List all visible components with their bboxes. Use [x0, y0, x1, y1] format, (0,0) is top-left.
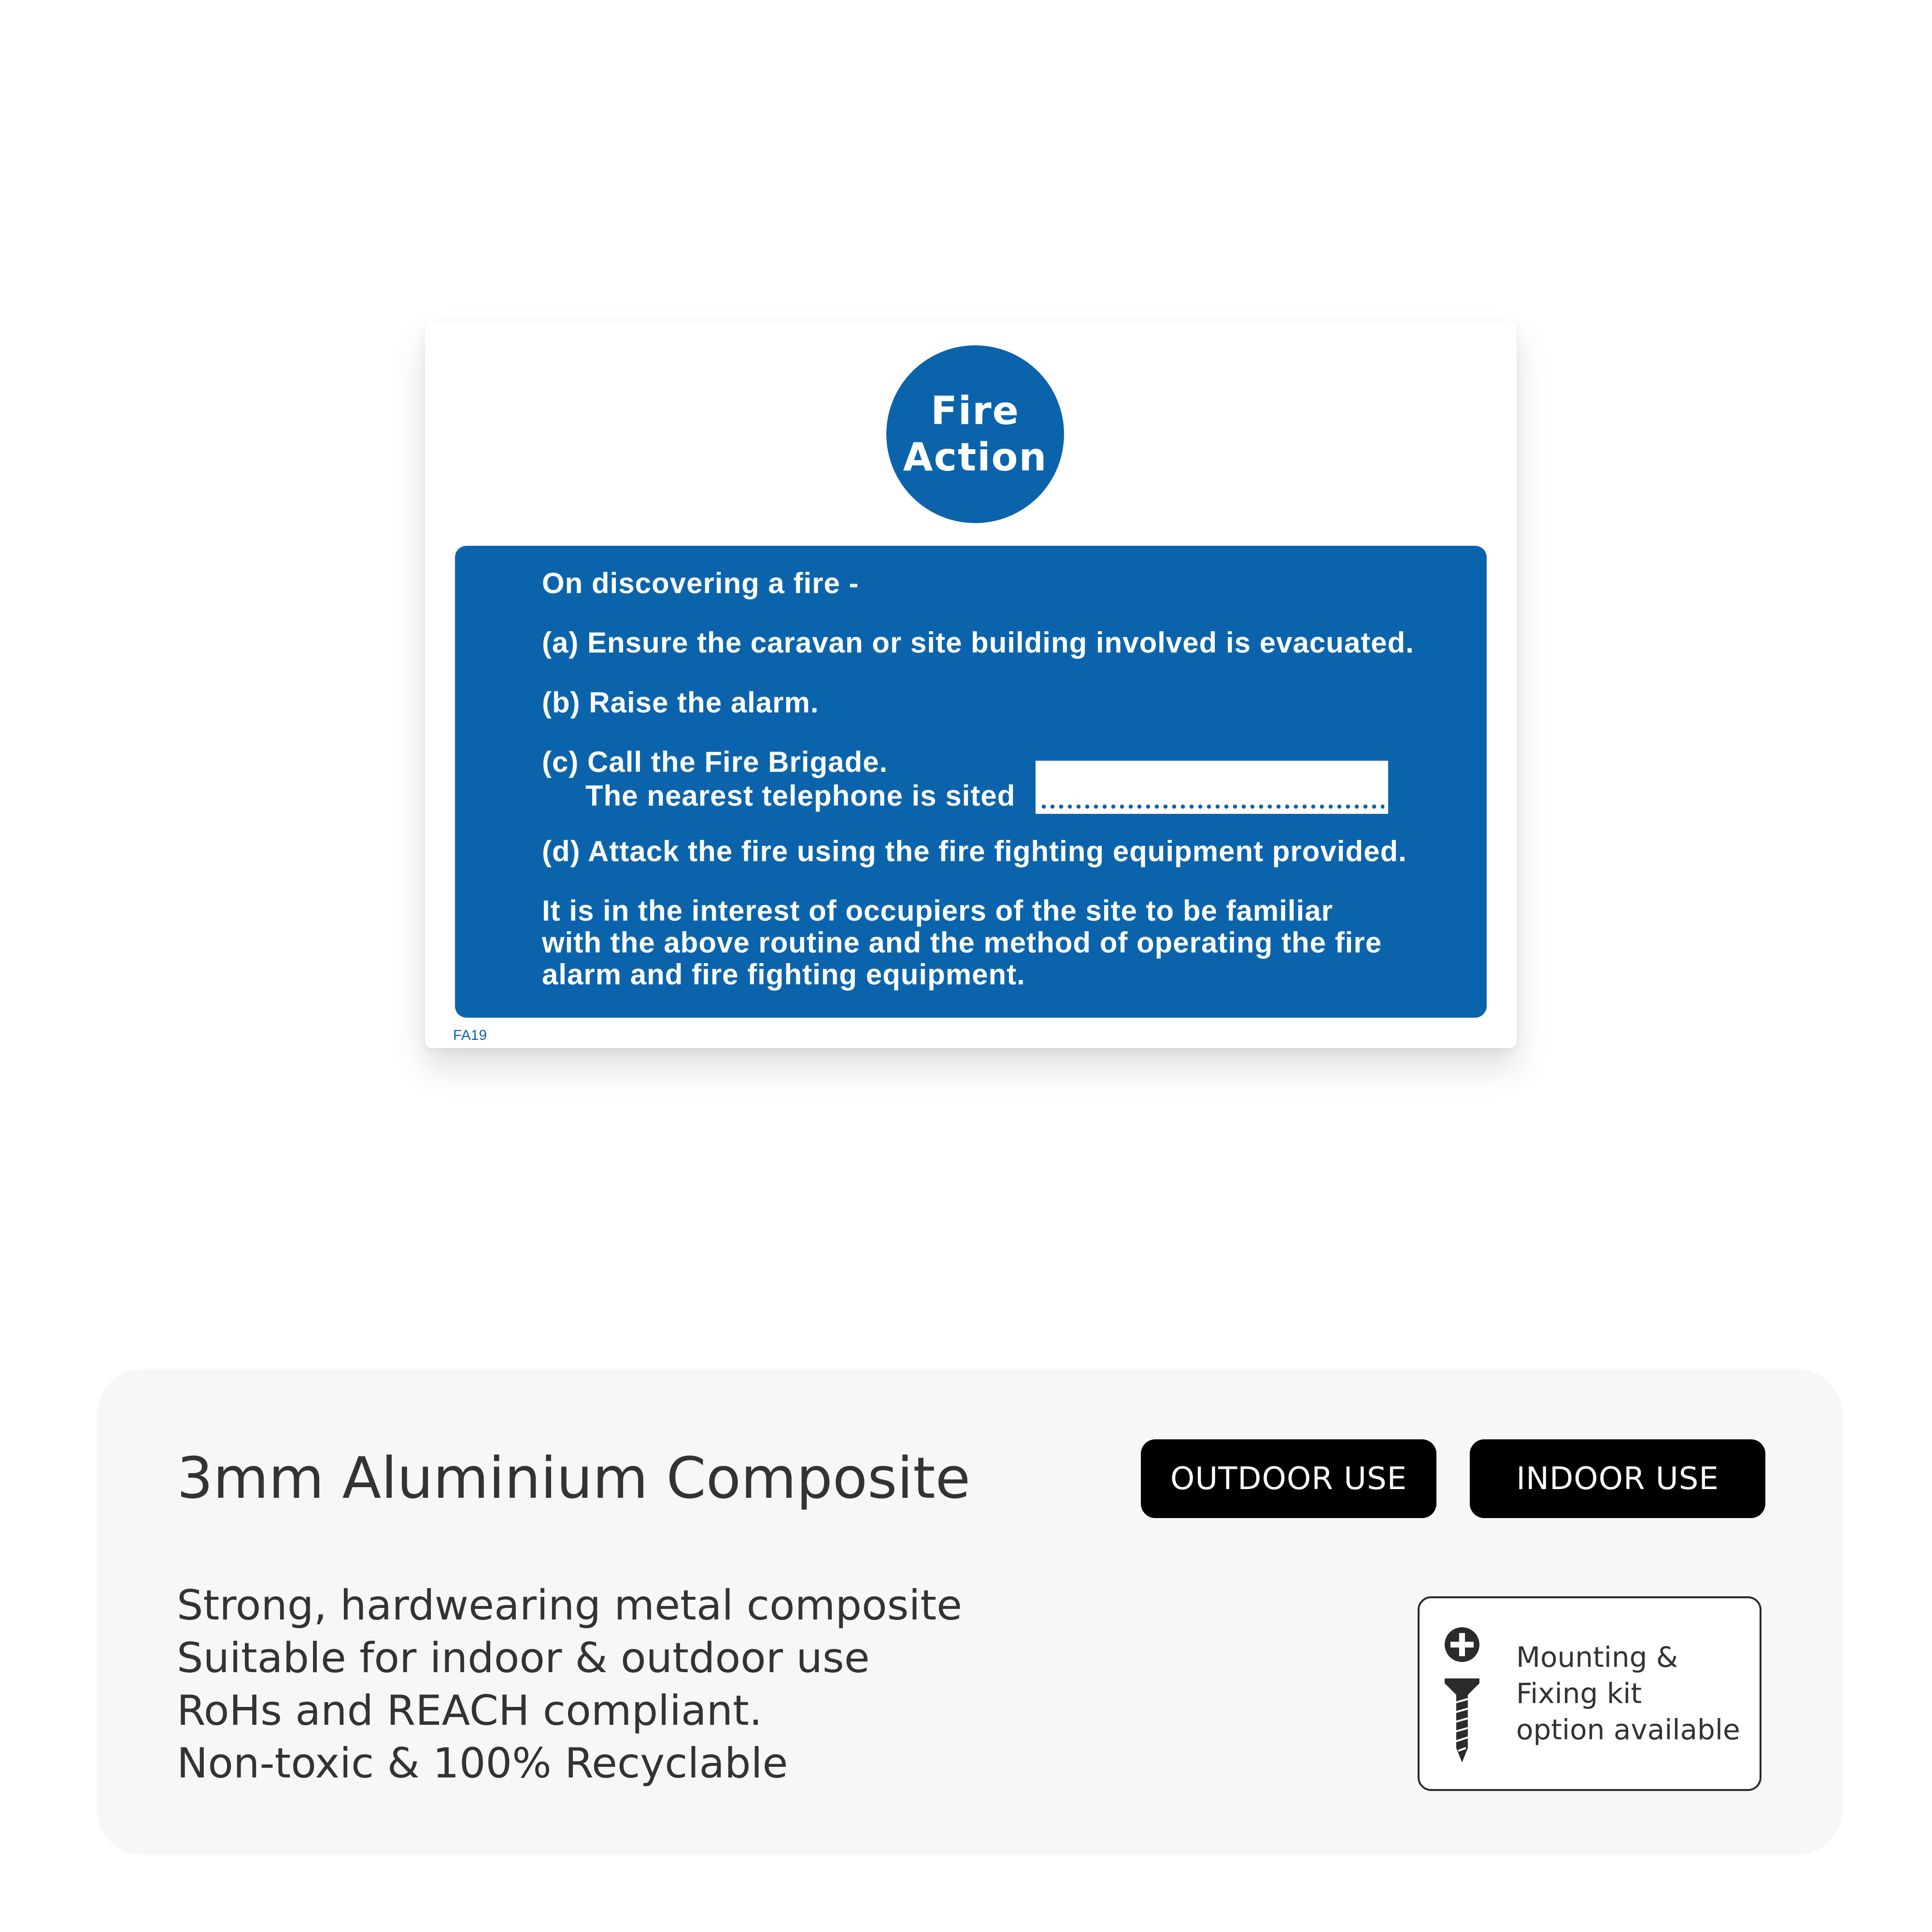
instructions-panel [455, 546, 1487, 1018]
feature-item: RoHs and REACH compliant. [177, 1687, 763, 1735]
kit-line: option available [1516, 1713, 1740, 1746]
screw-icon [1443, 1626, 1481, 1766]
telephone-location-field [1036, 761, 1388, 814]
instruction-note-line-3: alarm and fire fighting equipment. [542, 958, 1025, 991]
instruction-intro: On discovering a fire - [542, 567, 859, 599]
fire-action-badge [886, 345, 1064, 523]
dotted-fill-line [1039, 804, 1384, 809]
material-title: 3mm Aluminium Composite [177, 1445, 971, 1511]
material-info-panel [97, 1369, 1843, 1855]
kit-line: Fixing kit [1516, 1677, 1642, 1710]
instruction-step-b: (b) Raise the alarm. [542, 686, 819, 719]
instruction-step-c-telephone: The nearest telephone is sited [585, 780, 1016, 812]
kit-line: Mounting & [1516, 1641, 1678, 1674]
badge-line-fire: Fire [931, 388, 1020, 433]
indoor-use-badge: INDOOR USE [1470, 1439, 1765, 1518]
feature-list [177, 1579, 962, 1790]
instruction-step-c: (c) Call the Fire Brigade. [542, 746, 888, 778]
mounting-kit-text [1516, 1639, 1740, 1748]
outdoor-use-badge: OUTDOOR USE [1141, 1439, 1436, 1518]
instruction-note-line-1: It is in the interest of occupiers of the site to be familiar [542, 895, 1333, 927]
instruction-step-d: (d) Attack the fire using the fire fighting equipment provided. [542, 835, 1407, 867]
feature-item: Suitable for indoor & outdoor use [177, 1634, 870, 1682]
badge-line-action: Action [903, 435, 1048, 480]
mounting-kit-box [1418, 1596, 1762, 1791]
fire-action-sign [425, 321, 1517, 1048]
feature-item: Strong, hardwearing metal composite [177, 1581, 962, 1630]
feature-item: Non-toxic & 100% Recyclable [177, 1739, 788, 1788]
instruction-step-a: (a) Ensure the caravan or site building involved is evacuated. [542, 626, 1414, 659]
instruction-note-line-2: with the above routine and the method of operating the fire [542, 926, 1382, 959]
sign-code: FA19 [453, 1027, 487, 1043]
